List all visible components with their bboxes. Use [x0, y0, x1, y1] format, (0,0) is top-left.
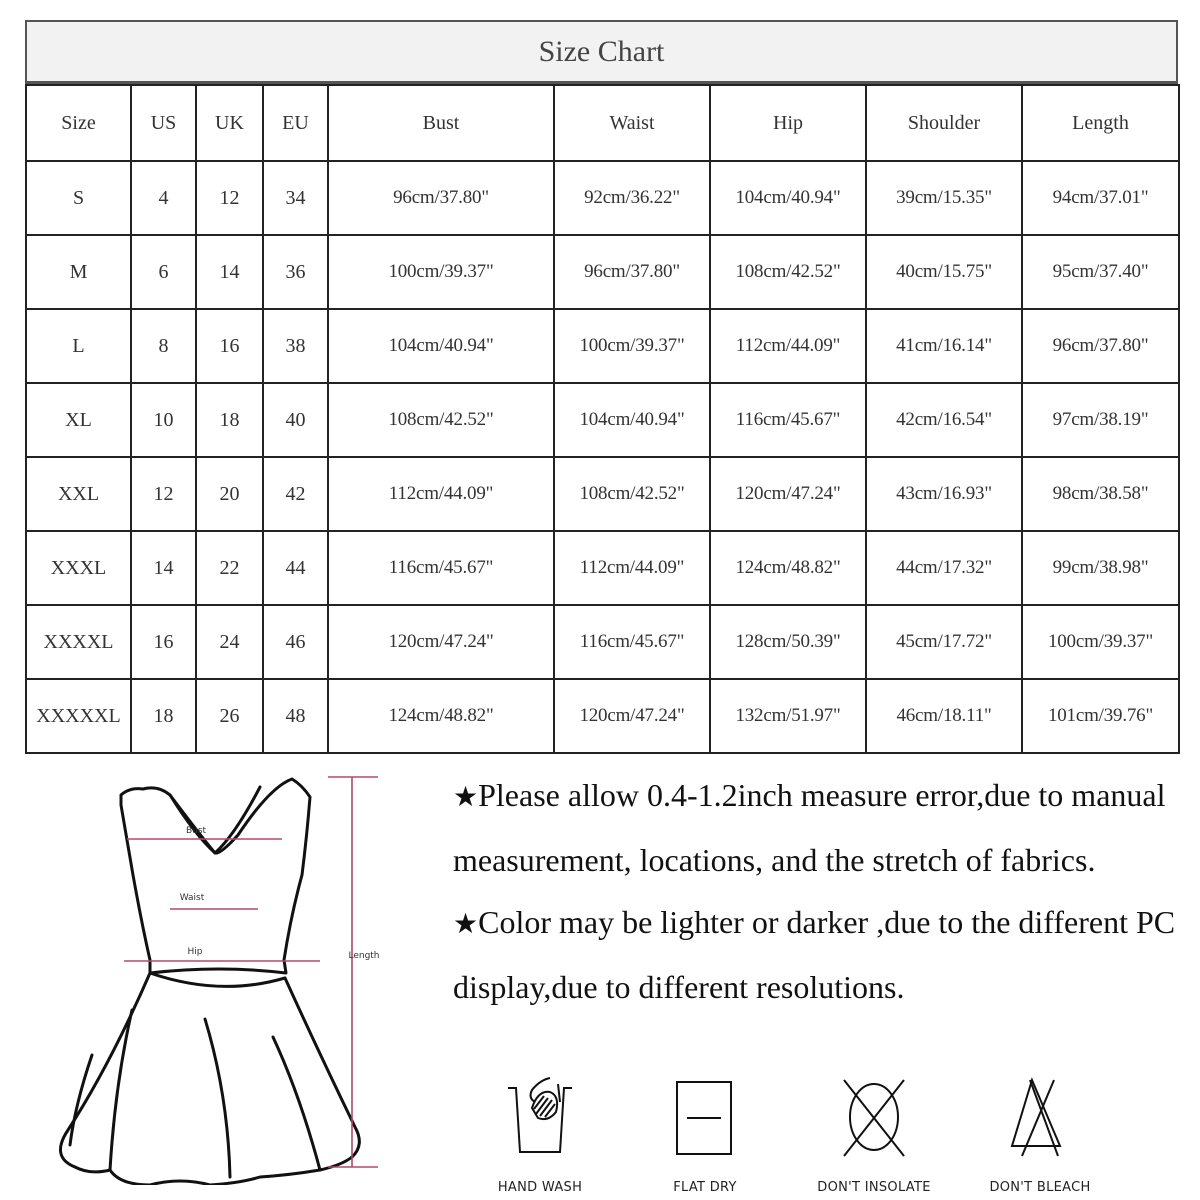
- table-cell: 116cm/45.67": [710, 383, 866, 457]
- size-chart-title: Size Chart: [25, 20, 1178, 84]
- size-table: [25, 84, 1180, 754]
- waist-label: Waist: [179, 893, 205, 903]
- table-cell: 124cm/48.82": [710, 531, 866, 605]
- care-dont-bleach: [960, 1072, 1120, 1195]
- column-header: Length: [1022, 85, 1179, 161]
- care-dont-insolate: [794, 1072, 954, 1195]
- table-cell: 108cm/42.52": [328, 383, 554, 457]
- table-cell: 104cm/40.94": [710, 161, 866, 235]
- table-cell: 100cm/39.37": [554, 309, 710, 383]
- table-cell: S: [26, 161, 131, 235]
- table-cell: 16: [196, 309, 263, 383]
- care-label: FLAT DRY: [673, 1180, 737, 1195]
- table-cell: 46: [263, 605, 328, 679]
- care-label: DON'T INSOLATE: [817, 1180, 931, 1195]
- table-cell: 100cm/39.37": [328, 235, 554, 309]
- dress-measurement-diagram: [20, 765, 430, 1185]
- table-row: [26, 679, 1179, 753]
- length-label: Length: [348, 951, 380, 961]
- table-cell: 18: [131, 679, 196, 753]
- table-row: [26, 161, 1179, 235]
- table-row: [26, 309, 1179, 383]
- column-header: Bust: [328, 85, 554, 161]
- table-cell: M: [26, 235, 131, 309]
- table-cell: 22: [196, 531, 263, 605]
- column-header: US: [131, 85, 196, 161]
- table-cell: 124cm/48.82": [328, 679, 554, 753]
- table-cell: 42cm/16.54": [866, 383, 1022, 457]
- table-cell: 95cm/37.40": [1022, 235, 1179, 309]
- table-cell: 44: [263, 531, 328, 605]
- column-header: UK: [196, 85, 263, 161]
- table-cell: 45cm/17.72": [866, 605, 1022, 679]
- table-cell: 108cm/42.52": [710, 235, 866, 309]
- note-color-variance: ★Color may be lighter or darker ,due to the different PC display,due to different resolutions.: [453, 904, 1176, 1005]
- care-flat-dry: [625, 1072, 785, 1195]
- table-cell: 18: [196, 383, 263, 457]
- table-cell: 128cm/50.39": [710, 605, 866, 679]
- table-cell: 99cm/38.98": [1022, 531, 1179, 605]
- table-cell: 16: [131, 605, 196, 679]
- table-cell: 112cm/44.09": [554, 531, 710, 605]
- table-row: [26, 605, 1179, 679]
- table-cell: 40cm/15.75": [866, 235, 1022, 309]
- table-cell: XXXXXL: [26, 679, 131, 753]
- table-row: [26, 235, 1179, 309]
- table-cell: 6: [131, 235, 196, 309]
- table-cell: 108cm/42.52": [554, 457, 710, 531]
- star-icon: ★: [453, 780, 479, 813]
- column-header: EU: [263, 85, 328, 161]
- table-header-row: [26, 85, 1179, 161]
- table-cell: 41cm/16.14": [866, 309, 1022, 383]
- measurement-notes: [453, 764, 1193, 1018]
- table-cell: 36: [263, 235, 328, 309]
- table-cell: 96cm/37.80": [328, 161, 554, 235]
- care-label: DON'T BLEACH: [989, 1180, 1091, 1195]
- table-cell: 48: [263, 679, 328, 753]
- table-cell: 24: [196, 605, 263, 679]
- flat-dry-icon: [655, 1072, 755, 1172]
- care-label: HAND WASH: [497, 1180, 583, 1195]
- table-cell: 132cm/51.97": [710, 679, 866, 753]
- table-cell: 42: [263, 457, 328, 531]
- do-not-insolate-icon: [824, 1072, 924, 1172]
- table-cell: 112cm/44.09": [710, 309, 866, 383]
- table-cell: 8: [131, 309, 196, 383]
- dress-outline-icon: [20, 765, 430, 1185]
- table-cell: 104cm/40.94": [328, 309, 554, 383]
- table-cell: 38: [263, 309, 328, 383]
- table-cell: 116cm/45.67": [554, 605, 710, 679]
- star-icon: ★: [453, 907, 479, 940]
- table-cell: XL: [26, 383, 131, 457]
- table-cell: 26: [196, 679, 263, 753]
- table-cell: 120cm/47.24": [554, 679, 710, 753]
- table-cell: 46cm/18.11": [866, 679, 1022, 753]
- table-cell: 96cm/37.80": [554, 235, 710, 309]
- column-header: Hip: [710, 85, 866, 161]
- bust-label: Bust: [185, 826, 207, 836]
- table-cell: XXXL: [26, 531, 131, 605]
- table-cell: 44cm/17.32": [866, 531, 1022, 605]
- table-cell: 101cm/39.76": [1022, 679, 1179, 753]
- table-cell: 120cm/47.24": [710, 457, 866, 531]
- care-instructions: [470, 1072, 1190, 1200]
- table-cell: 112cm/44.09": [328, 457, 554, 531]
- table-cell: 94cm/37.01": [1022, 161, 1179, 235]
- size-chart: [25, 20, 1178, 754]
- table-cell: 96cm/37.80": [1022, 309, 1179, 383]
- care-hand-wash: [460, 1072, 620, 1195]
- table-cell: 100cm/39.37": [1022, 605, 1179, 679]
- table-cell: 98cm/38.58": [1022, 457, 1179, 531]
- hand-wash-icon: [490, 1072, 590, 1172]
- hip-label: Hip: [187, 947, 203, 957]
- table-cell: 12: [131, 457, 196, 531]
- table-cell: 104cm/40.94": [554, 383, 710, 457]
- table-cell: 10: [131, 383, 196, 457]
- table-cell: L: [26, 309, 131, 383]
- table-cell: 14: [131, 531, 196, 605]
- table-cell: 92cm/36.22": [554, 161, 710, 235]
- table-cell: 40: [263, 383, 328, 457]
- do-not-bleach-icon: [990, 1072, 1090, 1172]
- column-header: Waist: [554, 85, 710, 161]
- table-row: [26, 457, 1179, 531]
- table-cell: 116cm/45.67": [328, 531, 554, 605]
- table-row: [26, 531, 1179, 605]
- table-cell: 34: [263, 161, 328, 235]
- table-cell: 43cm/16.93": [866, 457, 1022, 531]
- table-cell: 4: [131, 161, 196, 235]
- table-cell: XXL: [26, 457, 131, 531]
- table-cell: 14: [196, 235, 263, 309]
- table-cell: 120cm/47.24": [328, 605, 554, 679]
- table-row: [26, 383, 1179, 457]
- table-cell: 97cm/38.19": [1022, 383, 1179, 457]
- table-cell: 20: [196, 457, 263, 531]
- column-header: Shoulder: [866, 85, 1022, 161]
- table-cell: 39cm/15.35": [866, 161, 1022, 235]
- note-measure-error: ★Please allow 0.4-1.2inch measure error,due to manual measurement, locations, and the stretch of fabrics.: [453, 777, 1166, 878]
- column-header: Size: [26, 85, 131, 161]
- table-cell: XXXXL: [26, 605, 131, 679]
- table-cell: 12: [196, 161, 263, 235]
